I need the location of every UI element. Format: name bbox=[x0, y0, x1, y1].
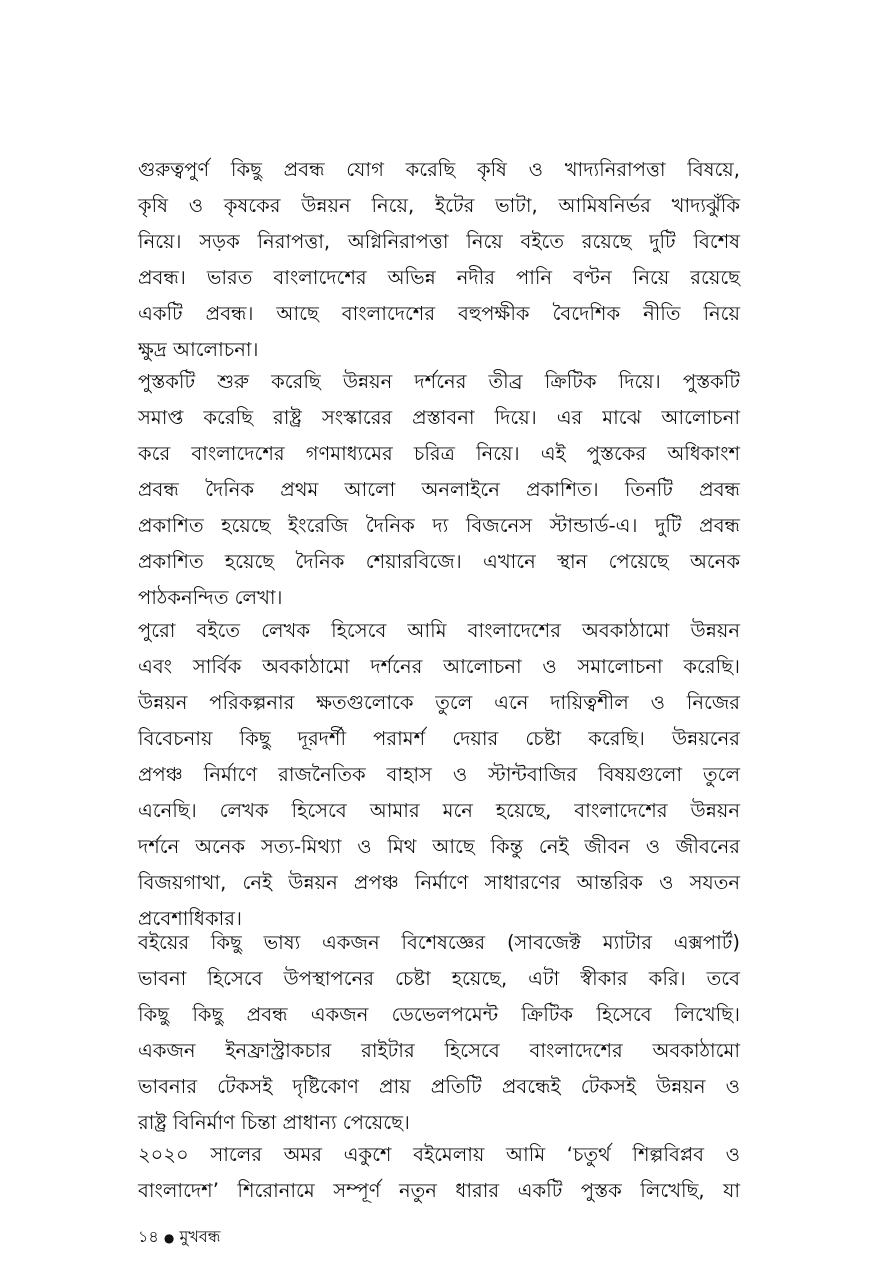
text-line: প্রবন্ধ। ভারত বাংলাদেশের অভিন্ন নদীর পানি বণ্টন নিয়ে রয়েছে bbox=[138, 266, 740, 289]
text-line: প্রকাশিত হয়েছে দৈনিক শেয়ারবিজে। এখানে স্থান পেয়েছে অনেক bbox=[138, 550, 740, 573]
text-line: পুস্তকটি শুরু করেছি উন্নয়ন দর্শনের তীব্র ক্রিটিক দিয়ে। পুস্তকটি bbox=[138, 370, 740, 393]
text-line: প্রবন্ধ দৈনিক প্রথম আলো অনলাইনে প্রকাশিত। তিনটি প্রবন্ধ bbox=[138, 478, 740, 501]
text-line: প্রবেশাধিকার। bbox=[138, 907, 242, 930]
text-line: এবং সার্বিক অবকাঠামো দর্শনের আলোচনা ও সমালোচনা করেছি। bbox=[138, 655, 740, 678]
page-number: ১৪ bbox=[138, 1227, 159, 1246]
text-line: ভাবনার টেকসই দৃষ্টিকোণ প্রায় প্রতিটি প্রবন্ধেই টেকসই উন্নয়ন ও bbox=[138, 1075, 740, 1098]
page-footer bbox=[138, 1225, 220, 1250]
text-line: বিবেচনায় কিছু দূরদর্শী পরামর্শ দেয়ার চেষ্টা করেছি। উন্নয়নের bbox=[138, 727, 740, 750]
text-line: এনেছি। লেখক হিসেবে আমার মনে হয়েছে, বাংলাদেশের উন্নয়ন bbox=[138, 799, 740, 822]
text-line: ২০২০ সালের অমর একুশে বইমেলায় আমি ‘চতুর্থ শিল্পবিপ্লব ও bbox=[138, 1143, 740, 1166]
text-line: কিছু কিছু প্রবন্ধ একজন ডেভেলপমেন্ট ক্রিটিক হিসেবে লিখেছি। bbox=[138, 1003, 740, 1026]
text-line: দর্শনে অনেক সত্য-মিথ্যা ও মিথ আছে কিন্তু নেই জীবন ও জীবনের bbox=[138, 835, 740, 858]
text-line: গুরুত্বপুর্ণ কিছু প্রবন্ধ যোগ করেছি কৃষি ও খাদ্যনিরাপত্তা বিষয়ে, bbox=[138, 158, 740, 181]
text-line: পুরো বইতে লেখক হিসেবে আমি বাংলাদেশের অবকাঠামো উন্নয়ন bbox=[138, 619, 740, 642]
text-line: প্রকাশিত হয়েছে ইংরেজি দৈনিক দ্য বিজনেস স্টান্ডার্ড-এ। দুটি প্রবন্ধ bbox=[138, 514, 740, 537]
text-line: কৃষি ও কৃষকের উন্নয়ন নিয়ে, ইটের ভাটা, আমিষনির্ভর খাদ্যঝুঁকি bbox=[138, 194, 740, 217]
text-line: ক্ষুদ্র আলোচনা। bbox=[138, 338, 259, 361]
text-line: পাঠকনন্দিত লেখা। bbox=[138, 586, 283, 609]
text-line: প্রপঞ্চ নির্মাণে রাজনৈতিক বাহাস ও স্টান্টবাজির বিষয়গুলো তুলে bbox=[138, 763, 740, 786]
section-title: মুখবন্ধ bbox=[179, 1227, 221, 1246]
text-line: বাংলাদেশ’ শিরোনামে সম্পূর্ণ নতুন ধারার একটি পুস্তক লিখেছি, যা bbox=[138, 1179, 740, 1202]
text-line: রাষ্ট্র বিনির্মাণ চিন্তা প্রাধান্য পেয়েছে। bbox=[138, 1111, 410, 1134]
text-line: উন্নয়ন পরিকল্পনার ক্ষতগুলোকে তুলে এনে দায়িত্বশীল ও নিজের bbox=[138, 691, 740, 714]
text-line: একজন ইনফ্রাস্ট্রাকচার রাইটার হিসেবে বাংলাদেশের অবকাঠামো bbox=[138, 1039, 740, 1062]
text-line: করে বাংলাদেশের গণমাধ্যমের চরিত্র নিয়ে। এই পুস্তকের অধিকাংশ bbox=[138, 442, 740, 465]
text-line: একটি প্রবন্ধ। আছে বাংলাদেশের বহুপক্ষীক বৈদেশিক নীতি নিয়ে bbox=[138, 302, 740, 325]
text-line: নিয়ে। সড়ক নিরাপত্তা, অগ্নিনিরাপত্তা নিয়ে বইতে রয়েছে দুটি বিশেষ bbox=[138, 230, 740, 253]
text-line: বিজয়গাথা, নেই উন্নয়ন প্রপঞ্চ নির্মাণে সাধারণের আন্তরিক ও সযতন bbox=[138, 871, 740, 894]
bullet-separator: ● bbox=[163, 1231, 175, 1245]
text-line: সমাপ্ত করেছি রাষ্ট্র সংস্কারের প্রস্তাবনা দিয়ে। এর মাঝে আলোচনা bbox=[138, 406, 740, 429]
text-line: ভাবনা হিসেবে উপস্থাপনের চেষ্টা হয়েছে, এটা স্বীকার করি। তবে bbox=[138, 967, 740, 990]
text-line: বইয়ের কিছু ভাষ্য একজন বিশেষজ্ঞের (সাবজেক্ট ম্যাটার এক্সপার্ট) bbox=[138, 931, 740, 954]
